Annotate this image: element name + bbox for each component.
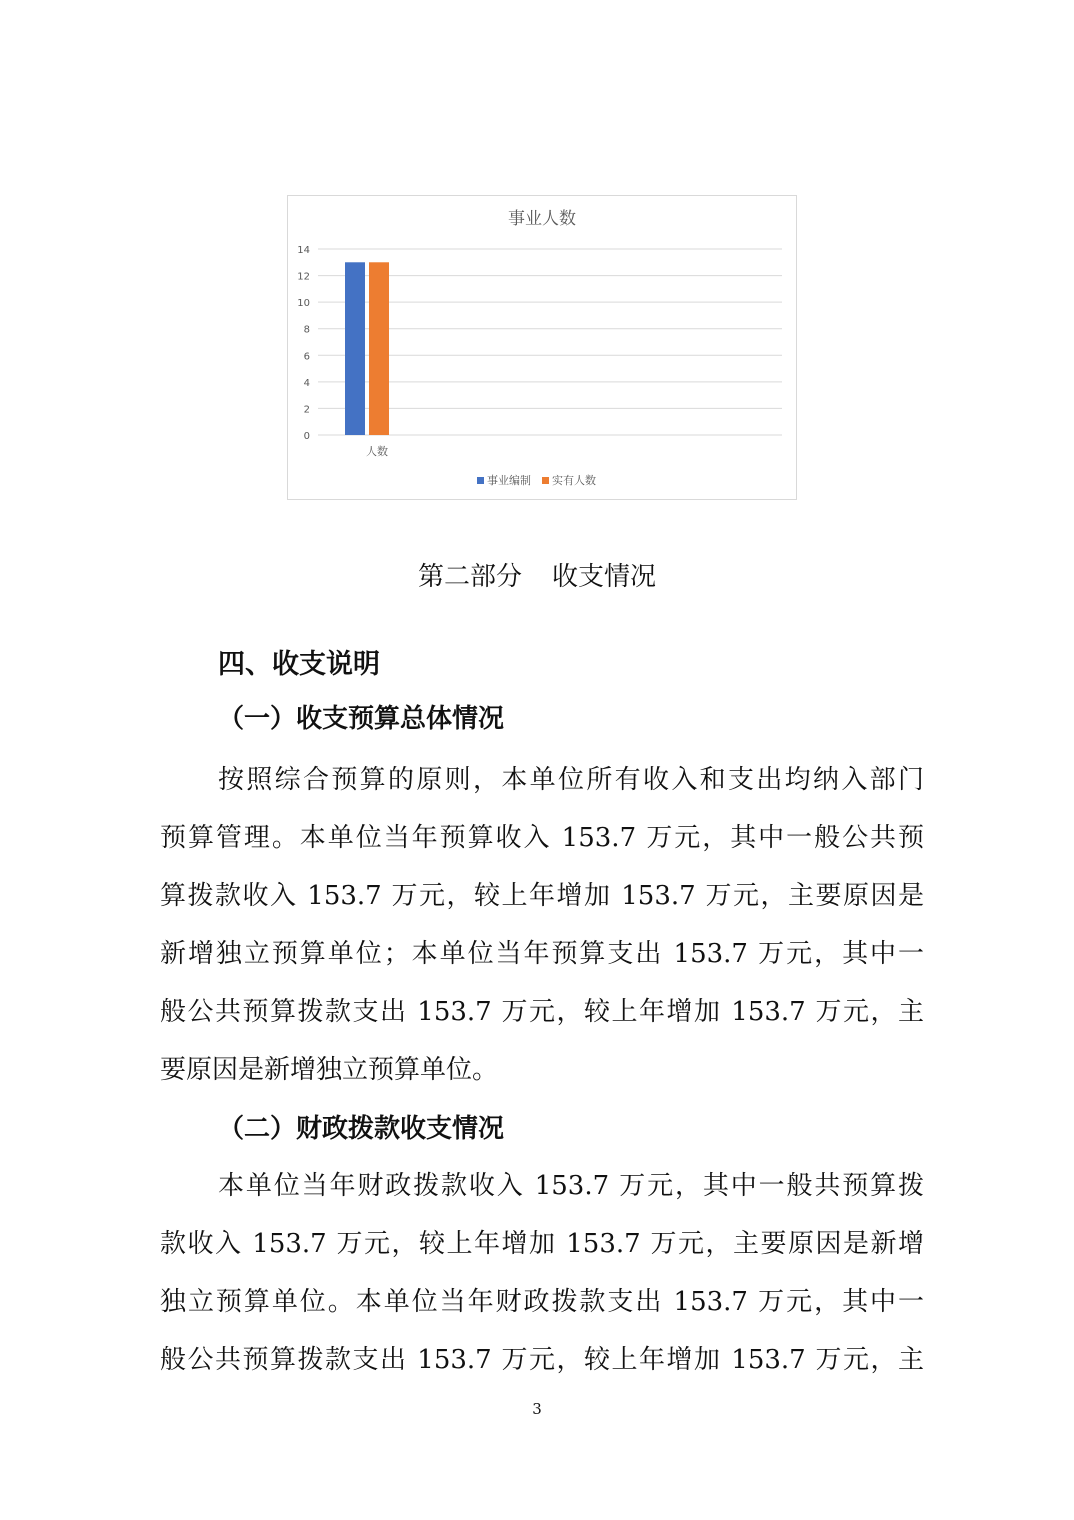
legend-swatch xyxy=(477,477,484,484)
paragraph-line: 独立预算单位。本单位当年财政拨款支出 153.7 万元，其中一 xyxy=(160,1287,924,1317)
section-heading: 四、收支说明 xyxy=(218,649,380,680)
chart-canvas xyxy=(288,196,796,499)
legend-label: 实有人数 xyxy=(552,474,596,487)
subsection-heading-fiscal: （二）财政拨款收支情况 xyxy=(218,1114,505,1144)
part-title-left: 第二部分 xyxy=(417,562,522,592)
bar-staff-quota xyxy=(345,262,365,435)
legend-label: 事业编制 xyxy=(487,474,531,487)
chart-title: 事业人数 xyxy=(508,209,576,229)
y-tick-label: 6 xyxy=(303,351,310,363)
y-tick-label: 12 xyxy=(297,271,310,283)
paragraph-line: 预算管理。本单位当年预算收入 153.7 万元，其中一般公共预 xyxy=(160,823,924,853)
bar-actual-staff xyxy=(369,262,389,435)
paragraph-line: 算拨款收入 153.7 万元，较上年增加 153.7 万元，主要原因是 xyxy=(160,881,924,911)
y-tick-label: 2 xyxy=(303,404,310,416)
y-tick-label: 10 xyxy=(297,298,310,310)
paragraph-line: 般公共预算拨款支出 153.7 万元，较上年增加 153.7 万元，主 xyxy=(160,1345,924,1375)
y-tick-label: 8 xyxy=(303,324,310,336)
y-tick-label: 14 xyxy=(297,245,310,256)
paragraph-line: 本单位当年财政拨款收入 153.7 万元，其中一般共预算拨 xyxy=(218,1171,924,1201)
part-title xyxy=(0,556,1074,593)
paragraph-line: 要原因是新增独立预算单位。 xyxy=(160,1055,499,1085)
x-category-label: 人数 xyxy=(366,445,388,458)
subsection-heading-budget: （一）收支预算总体情况 xyxy=(218,704,505,734)
part-title-right: 收支情况 xyxy=(552,562,657,592)
paragraph-line: 新增独立预算单位；本单位当年预算支出 153.7 万元，其中一 xyxy=(160,939,924,969)
legend-swatch xyxy=(542,477,549,484)
staff-bar-chart xyxy=(287,195,797,500)
paragraph-line: 款收入 153.7 万元，较上年增加 153.7 万元，主要原因是新增 xyxy=(160,1229,924,1259)
paragraph-line: 按照综合预算的原则，本单位所有收入和支出均纳入部门 xyxy=(218,765,924,795)
paragraph-line: 般公共预算拨款支出 153.7 万元，较上年增加 153.7 万元，主 xyxy=(160,997,924,1027)
y-tick-label: 0 xyxy=(303,431,310,442)
page-number: 3 xyxy=(532,1400,542,1418)
y-tick-label: 4 xyxy=(303,377,310,389)
